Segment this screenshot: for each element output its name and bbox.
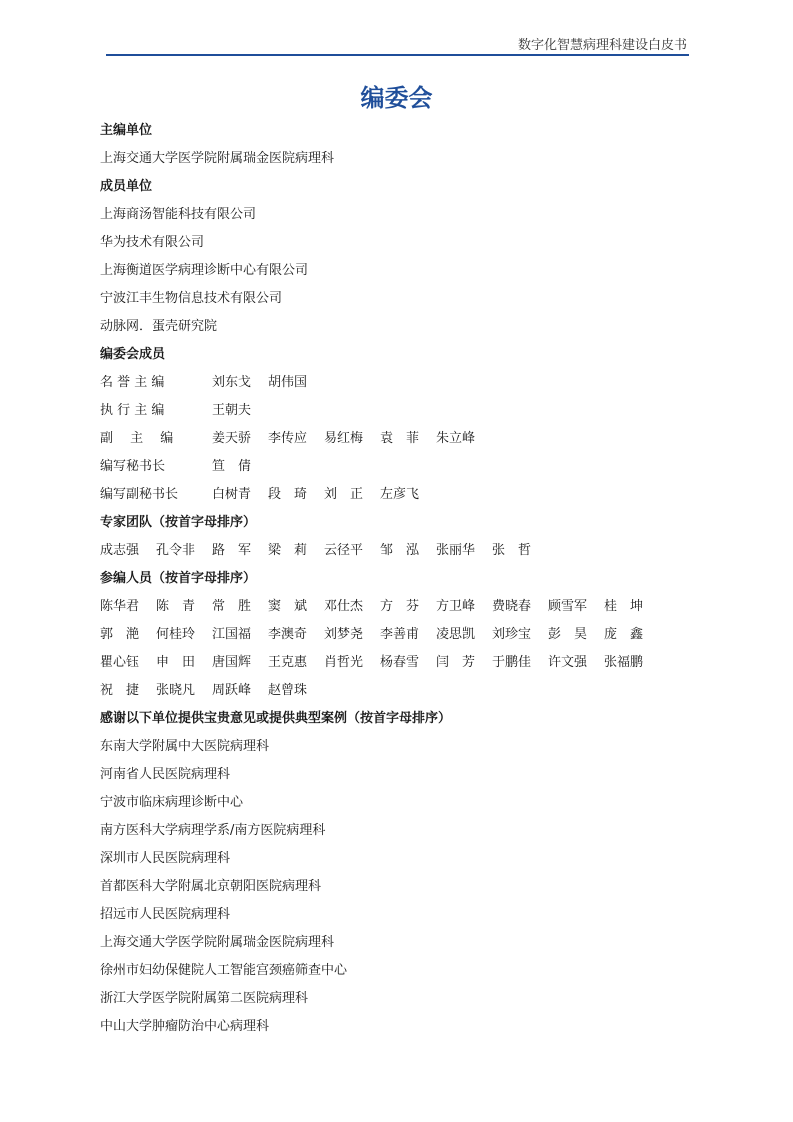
page-title: 编委会 [360,84,433,112]
list-item: 宁波市临床病理诊断中心 [100,795,244,810]
list-item: 华为技术有限公司 [100,235,205,250]
list-item: 动脉网．蛋壳研究院 [100,319,218,334]
committee-role: 编写副秘书长 [100,487,179,502]
experts-list [100,537,700,565]
person-name: 陈 青 [156,599,196,614]
section-heading-committee: 编委会成员 [100,347,166,362]
person-name: 云径平 [324,543,364,558]
person-name: 于鹏佳 [492,655,532,670]
person-name: 申 田 [156,655,196,670]
person-name: 刘东戈 [212,375,252,390]
person-name: 段 琦 [268,487,308,502]
document-body [100,117,700,1041]
person-name: 张福鹏 [604,655,644,670]
name-row [100,537,700,565]
person-name: 成志强 [100,543,140,558]
person-name: 常 胜 [212,599,252,614]
list-item: 招远市人民医院病理科 [100,907,231,922]
person-name: 王克惠 [268,655,308,670]
person-name: 张晓凡 [156,683,196,698]
committee-row [100,369,700,397]
person-name: 江国福 [212,627,252,642]
person-name: 杨春雪 [380,655,420,670]
committee-list [100,369,700,509]
thanks-list [100,733,700,1041]
person-name: 唐国辉 [212,655,252,670]
name-row [100,593,700,621]
person-name: 张丽华 [436,543,476,558]
person-name: 肖哲光 [324,655,364,670]
section-heading-thanks: 感谢以下单位提供宝贵意见或提供典型案例（按首字母排序） [100,711,452,726]
committee-role: 编写秘书长 [100,459,166,474]
person-name: 庞 鑫 [604,627,644,642]
person-name: 赵曾珠 [268,683,308,698]
person-name: 费晓春 [492,599,532,614]
person-name: 易红梅 [324,431,364,446]
person-name: 瞿心钰 [100,655,140,670]
person-name: 周跃峰 [212,683,252,698]
committee-row [100,425,700,453]
person-name: 刘梦尧 [324,627,364,642]
section-heading-experts: 专家团队（按首字母排序） [100,515,257,530]
list-item: 宁波江丰生物信息技术有限公司 [100,291,283,306]
list-item: 首都医科大学附属北京朝阳医院病理科 [100,879,322,894]
list-item: 上海商汤智能科技有限公司 [100,207,257,222]
participants-list [100,593,700,705]
person-name: 顾雪军 [548,599,588,614]
chief-unit-list [100,145,700,173]
name-row [100,677,700,705]
person-name: 袁 菲 [380,431,420,446]
person-name: 王朝夫 [212,403,252,418]
person-name: 左彦飞 [380,487,420,502]
person-name: 刘珍宝 [492,627,532,642]
committee-row [100,453,700,481]
section-heading-member-units: 成员单位 [100,179,153,194]
person-name: 祝 捷 [100,683,140,698]
person-name: 李传应 [268,431,308,446]
person-name: 路 军 [212,543,252,558]
person-name: 桂 坤 [604,599,644,614]
person-name: 陈华君 [100,599,140,614]
person-name: 孔令非 [156,543,196,558]
person-name: 胡伟国 [268,375,308,390]
committee-role: 副 主 编 [100,431,174,446]
committee-role: 名 誉 主 编 [100,375,165,390]
name-row [100,621,700,649]
person-name: 闫 芳 [436,655,476,670]
list-item: 中山大学肿瘤防治中心病理科 [100,1019,270,1034]
list-item: 上海交通大学医学院附属瑞金医院病理科 [100,935,335,950]
person-name: 姜天骄 [212,431,252,446]
person-name: 李善甫 [380,627,420,642]
name-row [100,649,700,677]
list-item: 深圳市人民医院病理科 [100,851,231,866]
person-name: 凌思凯 [436,627,476,642]
person-name: 刘 正 [324,487,364,502]
person-name: 笪 倩 [212,459,252,474]
committee-row [100,481,700,509]
list-item: 河南省人民医院病理科 [100,767,231,782]
person-name: 李澳奇 [268,627,308,642]
person-name: 张 哲 [492,543,532,558]
section-heading-chief-unit: 主编单位 [100,123,153,138]
person-name: 彭 昊 [548,627,588,642]
committee-row [100,397,700,425]
committee-role: 执 行 主 编 [100,403,165,418]
person-name: 朱立峰 [436,431,476,446]
person-name: 邓仕杰 [324,599,364,614]
person-name: 方 芬 [380,599,420,614]
person-name: 梁 莉 [268,543,308,558]
list-item: 东南大学附属中大医院病理科 [100,739,270,754]
person-name: 方卫峰 [436,599,476,614]
person-name: 邹 泓 [380,543,420,558]
section-heading-participants: 参编人员（按首字母排序） [100,571,257,586]
list-item: 南方医科大学病理学系/南方医院病理科 [100,823,326,838]
person-name: 郭 滟 [100,627,140,642]
list-item: 上海衡道医学病理诊断中心有限公司 [100,263,309,278]
list-item: 浙江大学医学院附属第二医院病理科 [100,991,309,1006]
list-item: 徐州市妇幼保健院人工智能宫颈癌筛查中心 [100,963,348,978]
member-unit-list [100,201,700,341]
person-name: 许文强 [548,655,588,670]
running-header: 数字化智慧病理科建设白皮书 [517,38,687,53]
person-name: 白树青 [212,487,252,502]
list-item: 上海交通大学医学院附属瑞金医院病理科 [100,151,335,166]
person-name: 何桂玲 [156,627,196,642]
person-name: 窦 斌 [268,599,308,614]
header-rule [106,54,689,56]
